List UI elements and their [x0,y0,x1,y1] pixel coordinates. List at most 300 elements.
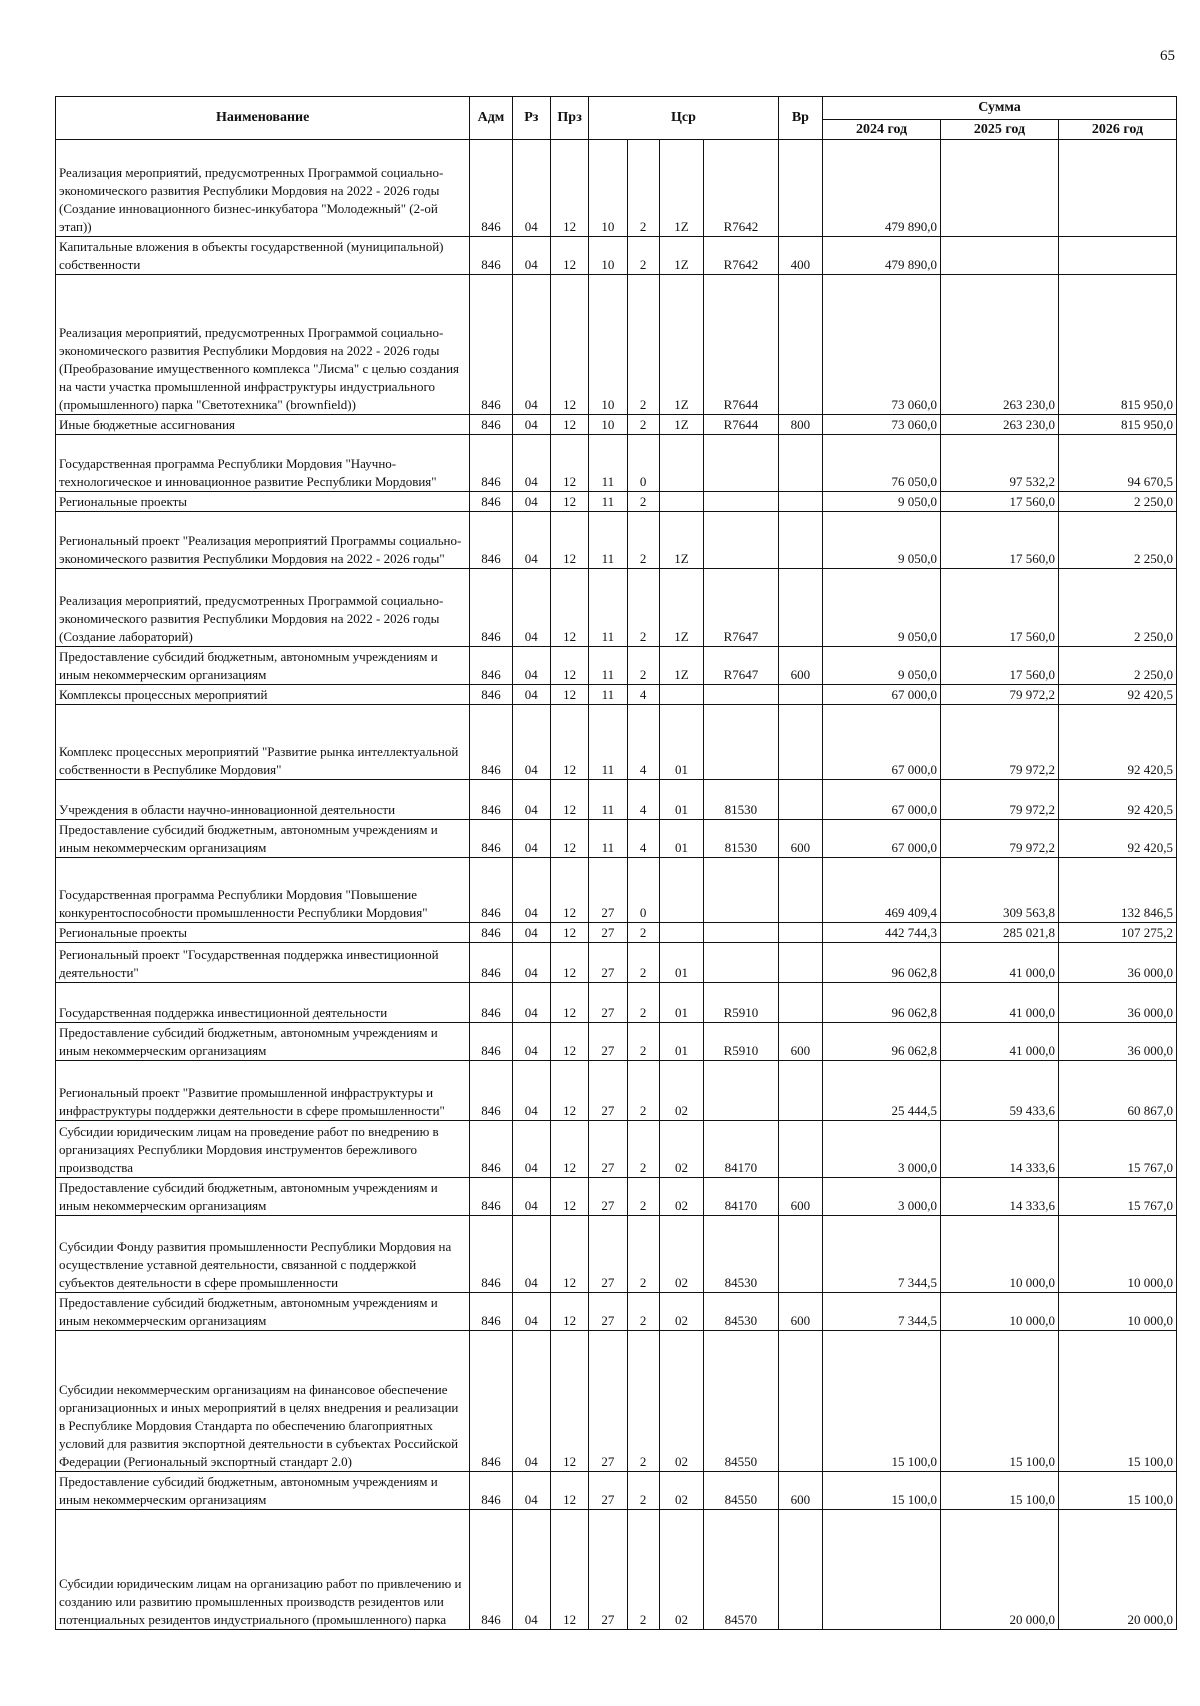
table-row [56,1216,1177,1293]
cell-csr-subprogram: 02 [659,1061,703,1121]
table-row [56,858,1177,923]
cell-csr-program: 11 [589,780,627,820]
cell-sum-2024: 9 050,0 [823,647,941,685]
cell-csr-type: 2 [627,140,659,237]
cell-name: Предоставление субсидий бюджетным, автономным учреждениям и иным некоммерческим организациям [56,1023,470,1061]
cell-name: Учреждения в области научно-инновационной деятельности [56,780,470,820]
col-header-prz: Прз [550,97,588,140]
cell-sum-2024: 9 050,0 [823,569,941,647]
cell-adm: 846 [470,1178,512,1216]
cell-adm: 846 [470,1061,512,1121]
cell-csr-direction: R5910 [704,983,779,1023]
cell-csr-direction: R7642 [704,237,779,275]
cell-sum-2026: 10 000,0 [1058,1293,1176,1331]
cell-sum-2024: 67 000,0 [823,780,941,820]
cell-csr-program: 11 [589,705,627,780]
cell-csr-type: 2 [627,1178,659,1216]
cell-sum-2024: 15 100,0 [823,1331,941,1472]
cell-csr-type: 4 [627,820,659,858]
cell-sum-2026: 815 950,0 [1058,415,1176,435]
cell-name: Региональные проекты [56,923,470,943]
cell-sum-2025: 17 560,0 [941,647,1059,685]
cell-vr: 600 [778,647,822,685]
cell-vr [778,275,822,415]
table-row [56,983,1177,1023]
cell-sum-2025: 14 333,6 [941,1178,1059,1216]
cell-adm: 846 [470,1331,512,1472]
cell-sum-2024: 442 744,3 [823,923,941,943]
cell-sum-2026: 2 250,0 [1058,569,1176,647]
cell-name: Государственная программа Республики Мордовия "Научно-технологическое и инновационное развитие Республики Мордовия" [56,435,470,492]
cell-name: Реализация мероприятий, предусмотренных Программой социально-экономического развития Республики Мордовия на 2022 - 2026 годы (Создание лабораторий) [56,569,470,647]
cell-prz: 12 [550,820,588,858]
table-row [56,275,1177,415]
cell-sum-2026 [1058,140,1176,237]
cell-prz: 12 [550,492,588,512]
cell-sum-2024: 479 890,0 [823,237,941,275]
cell-rz: 04 [512,1331,550,1472]
cell-sum-2026: 15 100,0 [1058,1472,1176,1510]
cell-rz: 04 [512,275,550,415]
cell-csr-type: 2 [627,415,659,435]
cell-adm: 846 [470,1293,512,1331]
cell-csr-type: 2 [627,923,659,943]
cell-rz: 04 [512,1510,550,1630]
col-header-csr: Цср [589,97,779,140]
table-row [56,1510,1177,1630]
cell-csr-subprogram: 1Z [659,512,703,569]
cell-sum-2024 [823,1510,941,1630]
cell-name: Реализация мероприятий, предусмотренных Программой социально-экономического развития Республики Мордовия на 2022 - 2026 годы (Создание инновационного бизнес-инкубатора "Молодежный" (2-ой этап)) [56,140,470,237]
cell-sum-2025: 59 433,6 [941,1061,1059,1121]
cell-rz: 04 [512,1293,550,1331]
cell-rz: 04 [512,1178,550,1216]
cell-prz: 12 [550,780,588,820]
cell-csr-program: 10 [589,275,627,415]
cell-adm: 846 [470,705,512,780]
cell-vr: 600 [778,1178,822,1216]
cell-rz: 04 [512,237,550,275]
cell-name: Региональные проекты [56,492,470,512]
cell-csr-subprogram: 01 [659,705,703,780]
cell-sum-2025: 79 972,2 [941,820,1059,858]
cell-csr-direction [704,923,779,943]
cell-csr-type: 2 [627,492,659,512]
cell-vr: 800 [778,415,822,435]
table-row [56,1331,1177,1472]
cell-csr-type: 0 [627,858,659,923]
table-row [56,415,1177,435]
table-row [56,512,1177,569]
cell-vr [778,780,822,820]
cell-sum-2025: 97 532,2 [941,435,1059,492]
cell-rz: 04 [512,1472,550,1510]
cell-sum-2025: 10 000,0 [941,1216,1059,1293]
cell-name: Комплекс процессных мероприятий "Развитие рынка интеллектуальной собственности в Республике Мордовия" [56,705,470,780]
cell-sum-2026: 36 000,0 [1058,943,1176,983]
cell-csr-type: 2 [627,983,659,1023]
cell-vr [778,858,822,923]
cell-adm: 846 [470,983,512,1023]
cell-name: Субсидии юридическим лицам на проведение работ по внедрению в организациях Республики Мордовия инструментов бережливого производства [56,1121,470,1178]
cell-adm: 846 [470,1121,512,1178]
table-row [56,237,1177,275]
cell-csr-type: 2 [627,512,659,569]
cell-vr [778,923,822,943]
cell-rz: 04 [512,983,550,1023]
cell-prz: 12 [550,858,588,923]
cell-rz: 04 [512,923,550,943]
table-row [56,1293,1177,1331]
cell-sum-2024: 479 890,0 [823,140,941,237]
cell-adm: 846 [470,435,512,492]
cell-sum-2024: 469 409,4 [823,858,941,923]
cell-csr-program: 27 [589,943,627,983]
cell-sum-2025: 79 972,2 [941,780,1059,820]
cell-sum-2025: 14 333,6 [941,1121,1059,1178]
cell-csr-subprogram: 1Z [659,140,703,237]
cell-sum-2026: 2 250,0 [1058,647,1176,685]
cell-rz: 04 [512,647,550,685]
cell-prz: 12 [550,1510,588,1630]
cell-sum-2025: 41 000,0 [941,983,1059,1023]
cell-sum-2026: 15 767,0 [1058,1121,1176,1178]
cell-csr-subprogram: 02 [659,1121,703,1178]
cell-rz: 04 [512,569,550,647]
cell-rz: 04 [512,435,550,492]
cell-csr-direction: R7647 [704,569,779,647]
cell-adm: 846 [470,685,512,705]
cell-sum-2025: 17 560,0 [941,569,1059,647]
cell-csr-direction: R5910 [704,1023,779,1061]
cell-adm: 846 [470,943,512,983]
cell-prz: 12 [550,275,588,415]
cell-sum-2024: 7 344,5 [823,1216,941,1293]
cell-csr-program: 27 [589,1178,627,1216]
cell-sum-2026: 36 000,0 [1058,983,1176,1023]
cell-csr-subprogram: 01 [659,943,703,983]
cell-csr-direction [704,435,779,492]
col-header-sum: Сумма [823,97,1177,120]
cell-csr-program: 27 [589,1510,627,1630]
cell-vr: 600 [778,1023,822,1061]
cell-csr-program: 27 [589,1061,627,1121]
cell-sum-2026: 36 000,0 [1058,1023,1176,1061]
cell-sum-2025: 263 230,0 [941,415,1059,435]
cell-sum-2024: 67 000,0 [823,685,941,705]
cell-sum-2024: 96 062,8 [823,943,941,983]
cell-vr [778,1510,822,1630]
cell-vr [778,1216,822,1293]
cell-sum-2024: 25 444,5 [823,1061,941,1121]
cell-sum-2026: 815 950,0 [1058,275,1176,415]
cell-rz: 04 [512,820,550,858]
cell-adm: 846 [470,780,512,820]
cell-name: Предоставление субсидий бюджетным, автономным учреждениям и иным некоммерческим организациям [56,647,470,685]
cell-rz: 04 [512,140,550,237]
cell-prz: 12 [550,1216,588,1293]
cell-csr-program: 10 [589,415,627,435]
cell-csr-program: 10 [589,140,627,237]
cell-name: Государственная поддержка инвестиционной деятельности [56,983,470,1023]
cell-prz: 12 [550,705,588,780]
table-row [56,780,1177,820]
cell-prz: 12 [550,1121,588,1178]
cell-rz: 04 [512,858,550,923]
cell-sum-2026: 10 000,0 [1058,1216,1176,1293]
cell-name: Субсидии Фонду развития промышленности Республики Мордовия на осуществление уставной деятельности, связанной с поддержкой субъектов деятельности в сфере промышленности [56,1216,470,1293]
cell-csr-subprogram: 01 [659,780,703,820]
cell-rz: 04 [512,1216,550,1293]
cell-sum-2024: 96 062,8 [823,1023,941,1061]
cell-csr-program: 27 [589,923,627,943]
cell-prz: 12 [550,923,588,943]
table-row [56,943,1177,983]
table-row [56,705,1177,780]
cell-sum-2024: 67 000,0 [823,820,941,858]
cell-csr-type: 2 [627,1472,659,1510]
cell-sum-2025: 79 972,2 [941,685,1059,705]
cell-csr-type: 2 [627,237,659,275]
cell-adm: 846 [470,275,512,415]
cell-rz: 04 [512,943,550,983]
cell-csr-program: 27 [589,1121,627,1178]
cell-sum-2025 [941,237,1059,275]
cell-csr-type: 2 [627,647,659,685]
cell-prz: 12 [550,1472,588,1510]
cell-prz: 12 [550,1023,588,1061]
cell-csr-subprogram: 02 [659,1293,703,1331]
cell-csr-program: 27 [589,1023,627,1061]
cell-csr-type: 4 [627,705,659,780]
cell-sum-2026: 2 250,0 [1058,492,1176,512]
cell-csr-subprogram: 01 [659,820,703,858]
cell-csr-subprogram [659,923,703,943]
cell-csr-subprogram: 1Z [659,237,703,275]
cell-sum-2026: 94 670,5 [1058,435,1176,492]
table-row [56,1023,1177,1061]
cell-name: Субсидии юридическим лицам на организацию работ по привлечению и созданию или развитию промышленных производств резидентов или потенциальных резидентов индустриального (промышленного) парка [56,1510,470,1630]
table-row [56,923,1177,943]
cell-rz: 04 [512,705,550,780]
cell-sum-2024: 3 000,0 [823,1178,941,1216]
cell-csr-direction [704,858,779,923]
cell-vr [778,705,822,780]
cell-csr-type: 4 [627,780,659,820]
cell-rz: 04 [512,512,550,569]
cell-sum-2026 [1058,237,1176,275]
cell-name: Предоставление субсидий бюджетным, автономным учреждениям и иным некоммерческим организациям [56,1293,470,1331]
cell-csr-direction: 84550 [704,1331,779,1472]
cell-sum-2025: 285 021,8 [941,923,1059,943]
cell-csr-type: 2 [627,1061,659,1121]
cell-vr [778,1061,822,1121]
cell-sum-2024: 15 100,0 [823,1472,941,1510]
cell-name: Предоставление субсидий бюджетным, автономным учреждениям и иным некоммерческим организациям [56,1472,470,1510]
cell-csr-type: 2 [627,1293,659,1331]
cell-csr-type: 2 [627,1216,659,1293]
col-header-2024: 2024 год [823,120,941,140]
cell-name: Предоставление субсидий бюджетным, автономным учреждениям и иным некоммерческим организациям [56,820,470,858]
cell-sum-2025: 10 000,0 [941,1293,1059,1331]
cell-csr-direction [704,705,779,780]
cell-prz: 12 [550,1061,588,1121]
cell-csr-subprogram: 02 [659,1178,703,1216]
cell-csr-direction [704,492,779,512]
cell-sum-2024: 67 000,0 [823,705,941,780]
cell-csr-subprogram: 1Z [659,415,703,435]
cell-csr-direction [704,943,779,983]
cell-name: Комплексы процессных мероприятий [56,685,470,705]
cell-sum-2024: 73 060,0 [823,275,941,415]
cell-vr [778,512,822,569]
cell-csr-direction: R7642 [704,140,779,237]
cell-prz: 12 [550,415,588,435]
cell-csr-direction: R7644 [704,275,779,415]
cell-sum-2024: 3 000,0 [823,1121,941,1178]
cell-csr-subprogram: 1Z [659,569,703,647]
cell-sum-2024: 76 050,0 [823,435,941,492]
cell-adm: 846 [470,1472,512,1510]
cell-csr-subprogram: 1Z [659,647,703,685]
cell-vr: 400 [778,237,822,275]
cell-csr-direction [704,1061,779,1121]
cell-sum-2025: 17 560,0 [941,512,1059,569]
cell-csr-type: 2 [627,1331,659,1472]
cell-csr-direction: 81530 [704,820,779,858]
cell-sum-2025: 15 100,0 [941,1472,1059,1510]
cell-csr-program: 11 [589,685,627,705]
table-row [56,492,1177,512]
cell-adm: 846 [470,820,512,858]
cell-csr-subprogram: 01 [659,983,703,1023]
cell-prz: 12 [550,435,588,492]
cell-adm: 846 [470,237,512,275]
cell-sum-2025: 20 000,0 [941,1510,1059,1630]
cell-sum-2024: 96 062,8 [823,983,941,1023]
cell-csr-program: 27 [589,983,627,1023]
cell-csr-direction: 84570 [704,1510,779,1630]
cell-csr-program: 11 [589,435,627,492]
cell-prz: 12 [550,647,588,685]
cell-sum-2024: 7 344,5 [823,1293,941,1331]
cell-prz: 12 [550,140,588,237]
table-row [56,685,1177,705]
cell-csr-program: 11 [589,492,627,512]
cell-sum-2026: 60 867,0 [1058,1061,1176,1121]
cell-adm: 846 [470,140,512,237]
table-row [56,820,1177,858]
cell-vr [778,435,822,492]
cell-vr [778,1331,822,1472]
cell-prz: 12 [550,569,588,647]
col-header-vr: Вр [778,97,822,140]
cell-csr-program: 27 [589,1293,627,1331]
cell-prz: 12 [550,512,588,569]
cell-prz: 12 [550,943,588,983]
cell-vr [778,943,822,983]
col-header-rz: Рз [512,97,550,140]
table-row [56,1178,1177,1216]
cell-prz: 12 [550,1331,588,1472]
cell-vr [778,492,822,512]
cell-adm: 846 [470,1023,512,1061]
cell-csr-program: 27 [589,1216,627,1293]
page-number: 65 [1160,48,1175,64]
col-header-name: Наименование [56,97,470,140]
cell-name: Региональный проект "Развитие промышленной инфраструктуры и инфраструктуры поддержки деятельности в сфере промышленности" [56,1061,470,1121]
cell-csr-program: 11 [589,569,627,647]
cell-adm: 846 [470,647,512,685]
cell-sum-2025 [941,140,1059,237]
cell-csr-program: 27 [589,1331,627,1472]
cell-prz: 12 [550,1178,588,1216]
cell-adm: 846 [470,415,512,435]
table-row [56,647,1177,685]
cell-csr-direction: 84170 [704,1178,779,1216]
cell-rz: 04 [512,685,550,705]
cell-name: Реализация мероприятий, предусмотренных Программой социально-экономического развития Республики Мордовия на 2022 - 2026 годы (Преобразование имущественного комплекса "Лисма" с целью создания на части участка промышленной инфраструктуры индустриального (промышленного) парка "Светотехника" (brownfield)) [56,275,470,415]
budget-table [55,96,1177,1630]
cell-name: Иные бюджетные ассигнования [56,415,470,435]
cell-sum-2025: 263 230,0 [941,275,1059,415]
cell-adm: 846 [470,1216,512,1293]
cell-adm: 846 [470,492,512,512]
cell-sum-2024: 73 060,0 [823,415,941,435]
cell-adm: 846 [470,1510,512,1630]
cell-csr-subprogram [659,858,703,923]
cell-adm: 846 [470,923,512,943]
cell-csr-subprogram: 02 [659,1510,703,1630]
cell-sum-2026: 20 000,0 [1058,1510,1176,1630]
cell-csr-direction: 84170 [704,1121,779,1178]
table-row [56,1121,1177,1178]
cell-csr-program: 27 [589,1472,627,1510]
cell-sum-2026: 92 420,5 [1058,705,1176,780]
table-row [56,1472,1177,1510]
cell-prz: 12 [550,685,588,705]
cell-rz: 04 [512,780,550,820]
cell-name: Региональный проект "Государственная поддержка инвестиционной деятельности" [56,943,470,983]
cell-rz: 04 [512,1121,550,1178]
cell-csr-subprogram: 02 [659,1216,703,1293]
cell-csr-direction: R7644 [704,415,779,435]
cell-csr-subprogram: 02 [659,1331,703,1472]
cell-name: Предоставление субсидий бюджетным, автономным учреждениям и иным некоммерческим организациям [56,1178,470,1216]
table-body [56,140,1177,1630]
cell-csr-type: 2 [627,1121,659,1178]
cell-vr [778,140,822,237]
cell-csr-direction: R7647 [704,647,779,685]
cell-rz: 04 [512,415,550,435]
cell-csr-subprogram: 01 [659,1023,703,1061]
cell-csr-direction [704,512,779,569]
cell-sum-2026: 132 846,5 [1058,858,1176,923]
cell-vr [778,983,822,1023]
cell-vr [778,1121,822,1178]
cell-csr-type: 2 [627,1510,659,1630]
cell-adm: 846 [470,512,512,569]
cell-csr-program: 11 [589,820,627,858]
cell-adm: 846 [470,569,512,647]
cell-csr-program: 11 [589,512,627,569]
cell-csr-program: 27 [589,858,627,923]
cell-vr [778,685,822,705]
table-row [56,569,1177,647]
cell-vr: 600 [778,1293,822,1331]
cell-sum-2026: 92 420,5 [1058,820,1176,858]
cell-csr-direction: 84530 [704,1216,779,1293]
